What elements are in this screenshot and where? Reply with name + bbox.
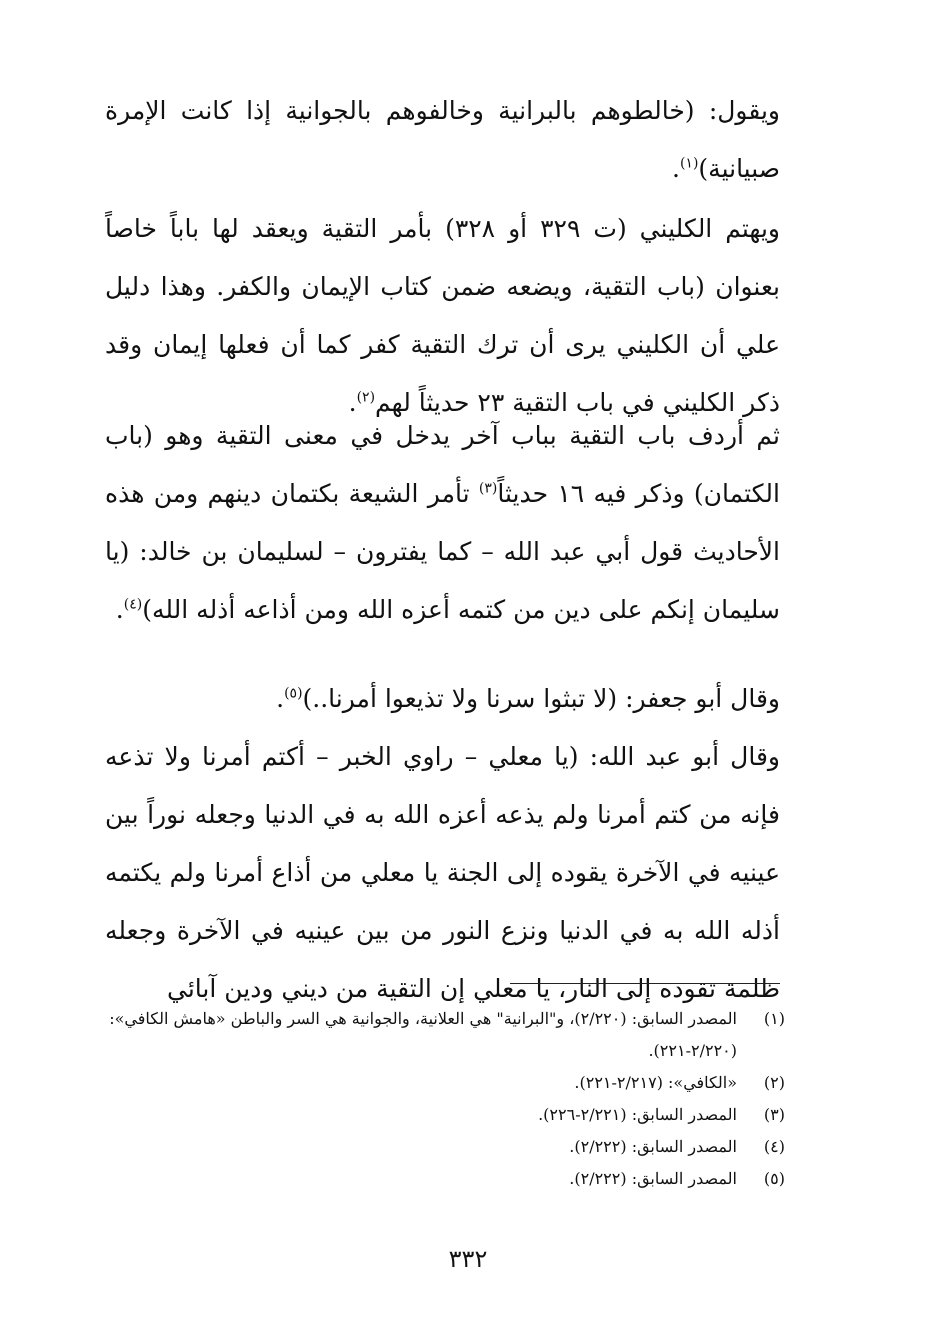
footnote-text: المصدر السابق: (٢/٢٢٢). [569, 1169, 737, 1188]
footnote-item [105, 1131, 785, 1163]
footnote-number: (٥) [763, 1169, 785, 1188]
paragraph-3-text-a: ثم أردف باب التقية بباب آخر يدخل في معنى التقية وهو (باب الكتمان) وذكر فيه ١٦ حديثاً [105, 421, 780, 508]
footnote-text: المصدر السابق: (٢/٢٢٢). [569, 1137, 737, 1156]
paragraph-1-text: ويقول: (خالطوهم بالبرانية وخالفوهم بالجوانية إذا كانت الإمرة صبيانية) [105, 96, 780, 183]
paragraph-5 [105, 728, 780, 1018]
page-number: ٣٣٢ [448, 1245, 488, 1273]
footnote-ref-3: (٣) [478, 480, 498, 497]
paragraph-3-text-b: تأمر الشيعة بكتمان دينهم ومن هذه الأحاديث قول أبي عبد الله – كما يفترون – لسليمان بن خالد: (يا سليمان إنكم على دين من كتمه أعزه الله ومن أذاعه أذله الله) [105, 479, 780, 624]
footnote-text: المصدر السابق: (٢/٢٢٠)، و"البرانية" هي العلانية، والجوانية هي السر والباطن «هامش الكافي»: (٢/٢٢٠-٢٢١). [109, 1009, 737, 1060]
footnotes [105, 1003, 785, 1195]
footnote-item [105, 1067, 785, 1099]
paragraph-4-end: . [276, 684, 285, 713]
paragraph-3 [105, 407, 780, 639]
paragraph-4-text: وقال أبو جعفر: (لا تبثوا سرنا ولا تذيعوا أمرنا..) [302, 684, 780, 713]
footnote-ref-4: (٤) [123, 596, 143, 613]
footnote-number: (٣) [763, 1105, 785, 1124]
paragraph-1 [105, 82, 780, 198]
footnote-item [105, 1003, 785, 1067]
footnote-item [105, 1163, 785, 1195]
footnote-item [105, 1099, 785, 1131]
footnote-ref-5: (٥) [284, 685, 303, 702]
paragraph-5-text: وقال أبو عبد الله: (يا معلي – راوي الخبر – أكتم أمرنا ولا تذعه فإنه من كتم أمرنا ولم يذعه أعزه الله به في الدنيا وجعله نوراً بين عينيه في الآخرة يقوده إلى الجنة يا معلي من أذاع أمرنا ولم يكتمه أذله الله به في الدنيا ونزع النور من بين عينيه في الآخرة وجعله ظلمة تقوده إلى النار، يا معلي إن التقية من ديني ودين آبائي [105, 742, 780, 1003]
paragraph-4 [105, 670, 780, 728]
paragraph-1-end: . [671, 154, 680, 183]
paragraph-2-end: . [348, 388, 357, 417]
footnote-number: (١) [763, 1009, 785, 1028]
paragraph-2 [105, 200, 780, 432]
footnote-text: المصدر السابق: (٢/٢٢١-٢٢٦). [538, 1105, 737, 1124]
footnote-text: «الكافي»: (٢/٢١٧-٢٢١). [574, 1073, 737, 1092]
footnote-ref-1: (١) [679, 155, 699, 172]
paragraph-2-text: ويهتم الكليني (ت ٣٢٩ أو ٣٢٨) بأمر التقية ويعقد لها باباً خاصاً بعنوان (باب التقية، ويضعه ضمن كتاب الإيمان والكفر. وهذا دليل علي أن الكليني يرى أن ترك التقية كفر كما أن فعلها إيمان وقد ذكر الكليني في باب التقية ٢٣ حديثاً لهم [105, 214, 780, 417]
footnote-divider [510, 983, 780, 984]
footnote-ref-2: (٢) [356, 389, 376, 406]
footnote-number: (٤) [763, 1137, 785, 1156]
paragraph-3-end: . [115, 595, 124, 624]
footnote-number: (٢) [763, 1073, 785, 1092]
